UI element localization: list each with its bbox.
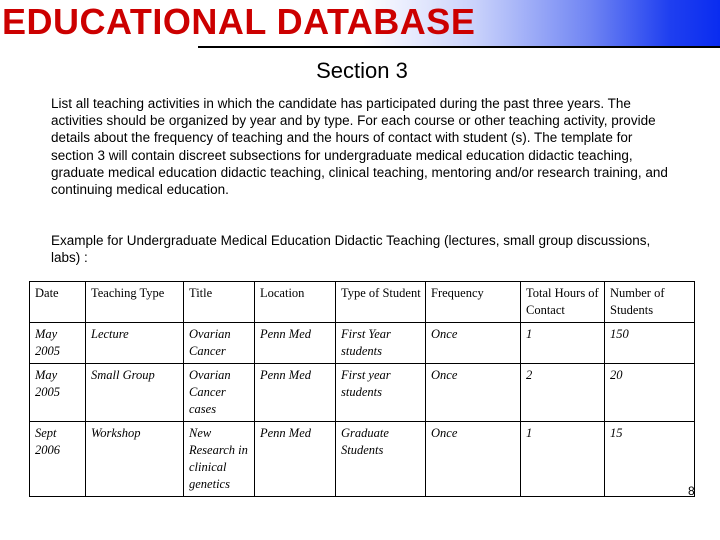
- table-cell: May 2005: [30, 323, 86, 364]
- table-cell: 150: [605, 323, 695, 364]
- table-cell: Once: [426, 364, 521, 422]
- section-instructions: List all teaching activities in which the candidate has participated during the past three years. The activities should be organized by year and by type. For each course or other teaching activity, provide details about the frequency of teaching and the hours of contact with student (s). The template for section 3 will contain discreet subsections for undergraduate medical education didactic teaching, graduate medical education didactic teaching, clinical teaching, mentoring and/or research training, and continuing medical education.: [51, 96, 668, 198]
- table-cell: Penn Med: [255, 364, 336, 422]
- table-cell: Small Group: [86, 364, 184, 422]
- header-divider: [198, 46, 720, 48]
- table-cell: First Year students: [336, 323, 426, 364]
- table-cell: 1: [521, 422, 605, 497]
- table-cell: Sept 2006: [30, 422, 86, 497]
- teaching-activities-table: [29, 281, 695, 497]
- table-cell: Lecture: [86, 323, 184, 364]
- table-cell: 20: [605, 364, 695, 422]
- table-row: [30, 364, 695, 422]
- table-cell: Once: [426, 422, 521, 497]
- table-cell: Once: [426, 323, 521, 364]
- header-title: Title: [184, 282, 255, 323]
- table-cell: Penn Med: [255, 323, 336, 364]
- table-cell: 2: [521, 364, 605, 422]
- table-header-row: [30, 282, 695, 323]
- table-row: [30, 422, 695, 497]
- header-frequency: Frequency: [426, 282, 521, 323]
- header-teaching-type: Teaching Type: [86, 282, 184, 323]
- page-number: 8: [688, 484, 695, 498]
- example-caption: Example for Undergraduate Medical Education Didactic Teaching (lectures, small group discussions, labs) :: [51, 233, 651, 266]
- table-cell: Workshop: [86, 422, 184, 497]
- header-date: Date: [30, 282, 86, 323]
- table-cell: First year students: [336, 364, 426, 422]
- table-cell: May 2005: [30, 364, 86, 422]
- table-row: [30, 323, 695, 364]
- table-cell: Ovarian Cancer: [184, 323, 255, 364]
- section-title: Section 3: [316, 58, 408, 83]
- header-location: Location: [255, 282, 336, 323]
- header-number-of-students: Number of Students: [605, 282, 695, 323]
- table-cell: Graduate Students: [336, 422, 426, 497]
- table-cell: 15: [605, 422, 695, 497]
- page-title: EDUCATIONAL DATABASE: [2, 1, 476, 42]
- header-type-of-student: Type of Student: [336, 282, 426, 323]
- table-cell: New Research in clinical genetics: [184, 422, 255, 497]
- header-total-hours: Total Hours of Contact: [521, 282, 605, 323]
- table-cell: 1: [521, 323, 605, 364]
- table-cell: Penn Med: [255, 422, 336, 497]
- table-cell: Ovarian Cancer cases: [184, 364, 255, 422]
